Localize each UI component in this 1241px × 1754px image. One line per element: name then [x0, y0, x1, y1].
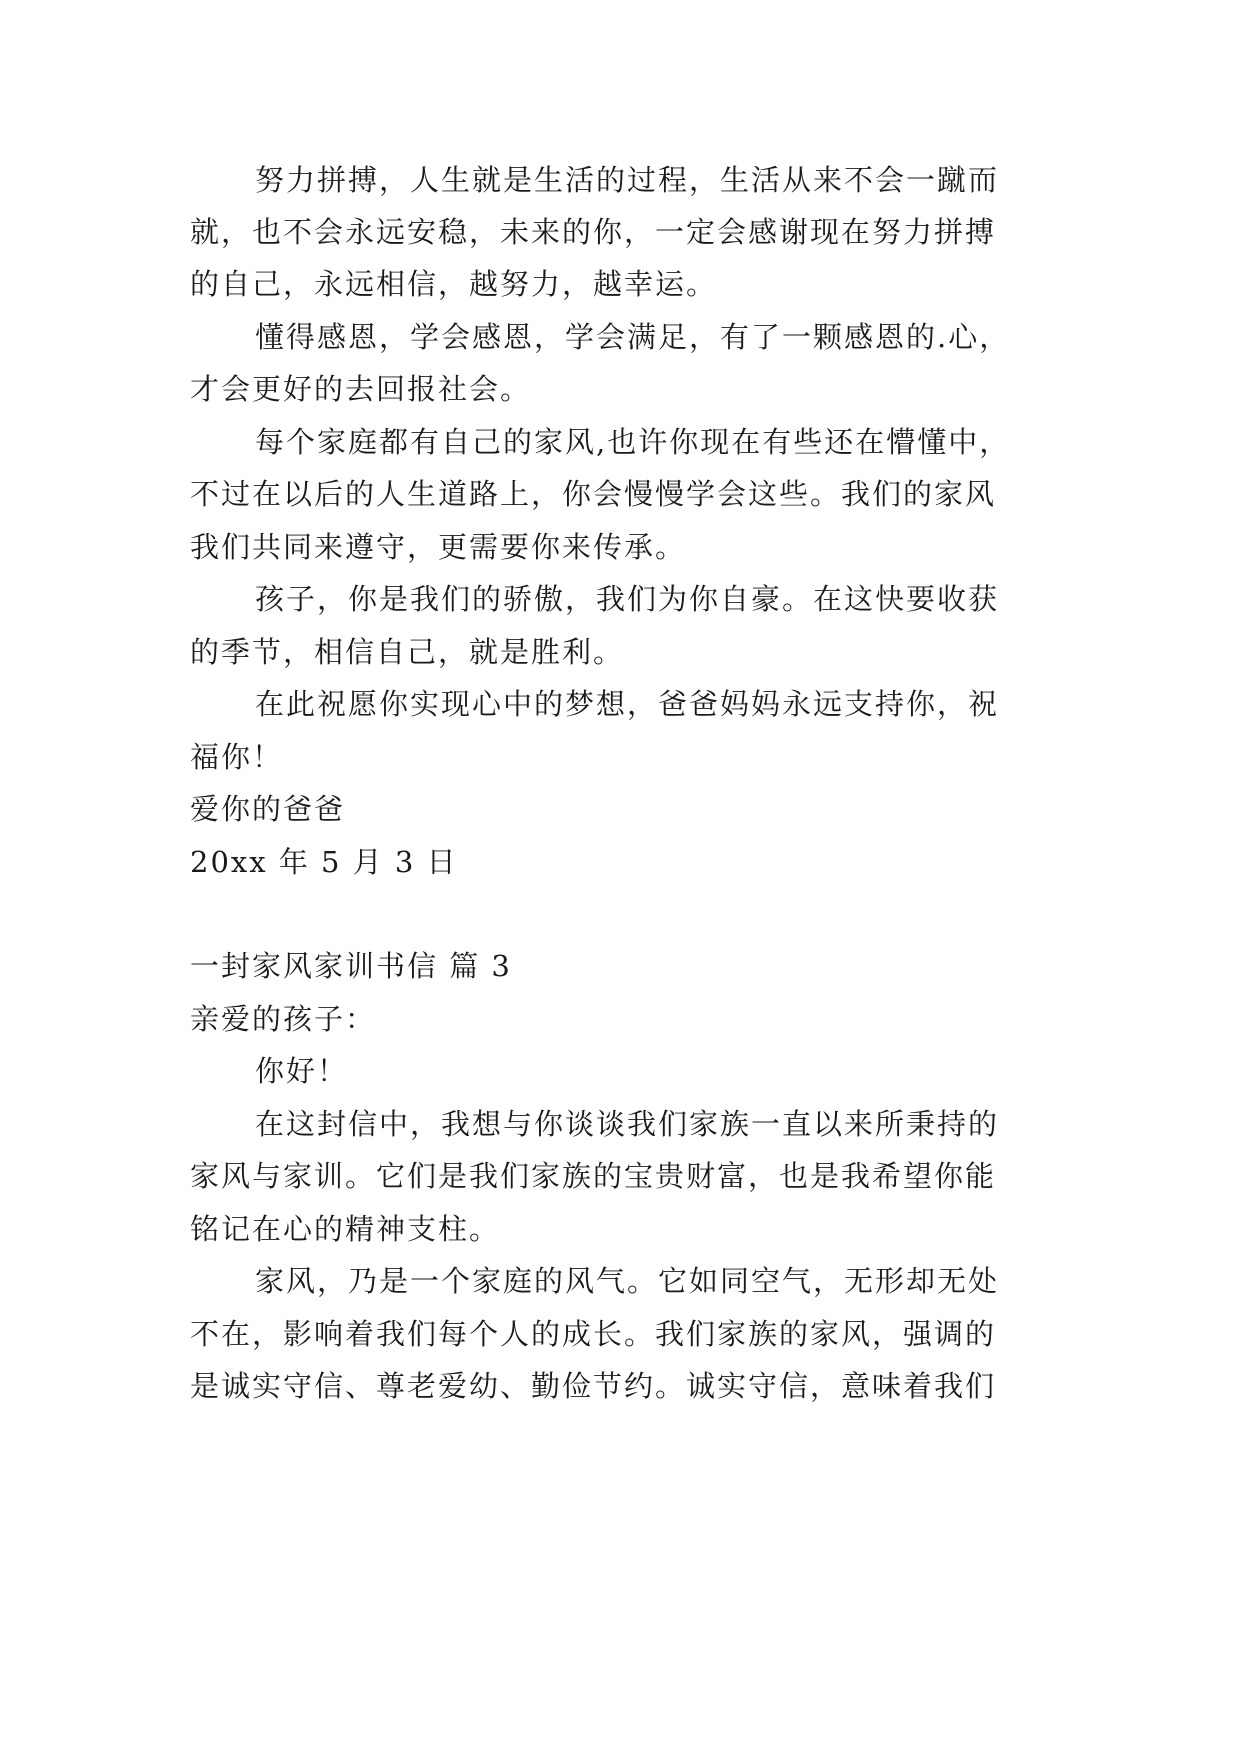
greeting: 你好！: [255, 1054, 349, 1088]
text-line: 的季节，相信自己，就是胜利。: [190, 635, 625, 669]
salutation: 亲爱的孩子：: [190, 1002, 377, 1036]
text-line: 家风，乃是一个家庭的风气。它如同空气，无形却无处: [255, 1264, 1000, 1298]
signature: 爱你的爸爸: [190, 792, 346, 826]
text-line: 就，也不会永远安稳，未来的你，一定会感谢现在努力拼搏: [190, 215, 997, 249]
text-line: 在此祝愿你实现心中的梦想，爸爸妈妈永远支持你，祝: [255, 687, 1000, 721]
text-line: 的自己，永远相信，越努力，越幸运。: [190, 267, 718, 301]
date: 20xx 年 5 月 3 日: [190, 845, 458, 879]
text-line: 铭记在心的精神支柱。: [190, 1212, 501, 1246]
text-line: 孩子，你是我们的骄傲，我们为你自豪。在这快要收获: [255, 582, 1000, 616]
text-line: 不过在以后的人生道路上，你会慢慢学会这些。我们的家风: [190, 477, 997, 511]
text-line: 才会更好的去回报社会。: [190, 372, 532, 406]
text-line: 努力拼搏，人生就是生活的过程，生活从来不会一蹴而: [255, 163, 1000, 197]
section-title: 一封家风家训书信 篇 3: [190, 949, 512, 983]
text-line: 家风与家训。它们是我们家族的宝贵财富，也是我希望你能: [190, 1159, 997, 1193]
text-line: 我们共同来遵守，更需要你来传承。: [190, 530, 687, 564]
text-line: 福你！: [190, 740, 284, 774]
text-line: 是诚实守信、尊老爱幼、勤俭节约。诚实守信，意味着我们: [190, 1369, 997, 1403]
text-line: 在这封信中，我想与你谈谈我们家族一直以来所秉持的: [255, 1107, 1000, 1141]
text-line: 懂得感恩，学会感恩，学会满足，有了一颗感恩的.心，: [255, 320, 1011, 354]
text-line: 不在，影响着我们每个人的成长。我们家族的家风，强调的: [190, 1317, 997, 1351]
text-line: 每个家庭都有自己的家风,也许你现在有些还在懵懂中，: [255, 425, 1011, 459]
